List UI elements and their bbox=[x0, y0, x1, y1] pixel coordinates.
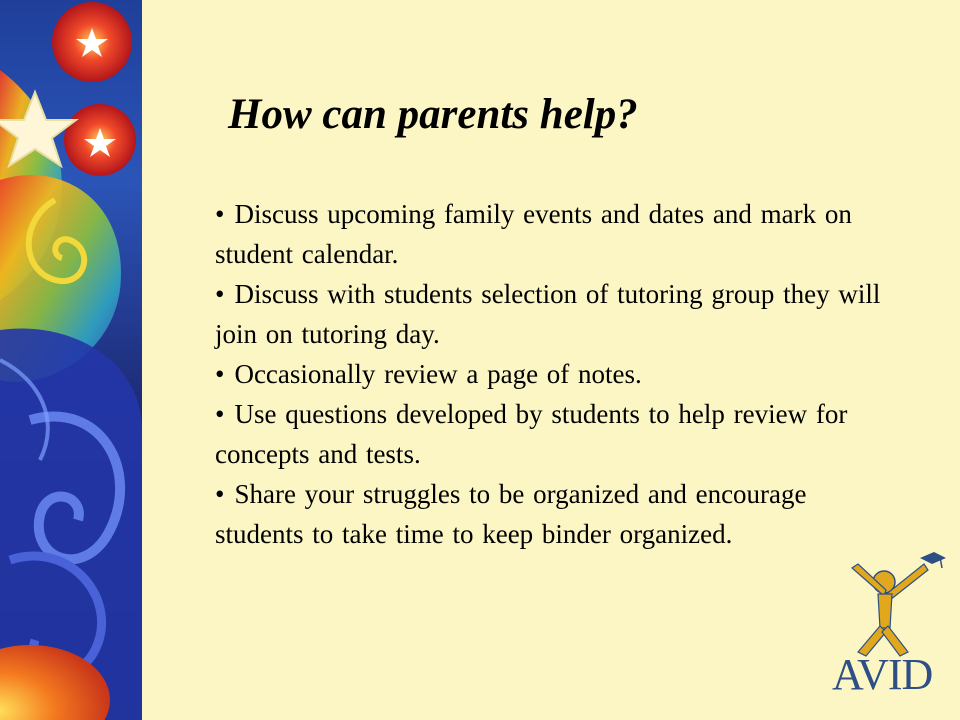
bullet-dot: • bbox=[215, 199, 225, 229]
bullet-item bbox=[215, 274, 895, 354]
bullet-text: Discuss upcoming family events and dates and mark on student calendar. bbox=[215, 199, 852, 269]
bullet-text: Occasionally review a page of notes. bbox=[234, 359, 642, 389]
bullet-list bbox=[215, 194, 895, 554]
bullet-item bbox=[215, 354, 895, 394]
bullet-dot: • bbox=[215, 359, 225, 389]
bullet-dot: • bbox=[215, 279, 225, 309]
bullet-text: Use questions developed by students to help review for concepts and tests. bbox=[215, 399, 848, 469]
bullet-item bbox=[215, 194, 895, 274]
graduation-cap-icon bbox=[920, 552, 946, 564]
slide-title: How can parents help? bbox=[228, 91, 638, 138]
bullet-text: Discuss with students selection of tutoring group they will join on tutoring day. bbox=[215, 279, 881, 349]
starry-swirl-artwork bbox=[0, 0, 142, 720]
bullet-item bbox=[215, 474, 895, 554]
bullet-dot: • bbox=[215, 479, 225, 509]
avid-logo-text: AVID bbox=[832, 650, 933, 699]
bullet-item bbox=[215, 394, 895, 474]
bullet-dot: • bbox=[215, 399, 225, 429]
bullet-text: Share your struggles to be organized and encourage students to take time to keep binder organized. bbox=[215, 479, 807, 549]
